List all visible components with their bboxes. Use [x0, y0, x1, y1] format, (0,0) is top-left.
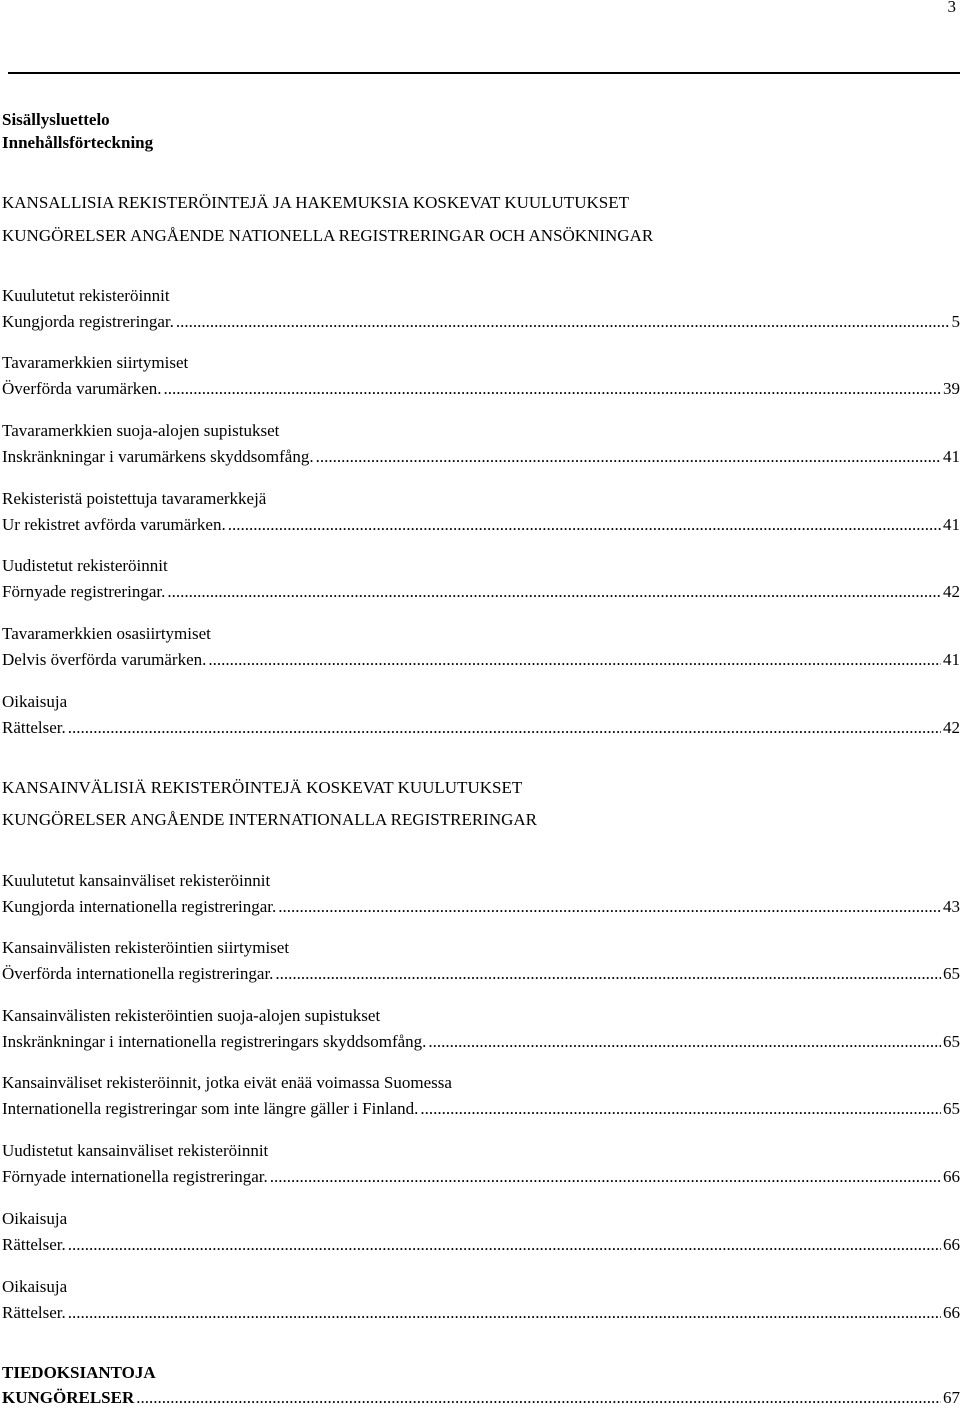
toc-entry[interactable] — [2, 964, 960, 984]
toc-page-number: 41 — [943, 447, 960, 466]
toc-entry-fi: Oikaisuja — [2, 1209, 68, 1228]
toc-entry-fi: Uudistetut rekisteröinnit — [2, 556, 168, 575]
toc-entry[interactable] — [2, 897, 960, 917]
announcements-heading-sv: KUNGÖRELSER — [2, 1388, 135, 1407]
national-heading-sv: KUNGÖRELSER ANGÅENDE NATIONELLA REGISTRERINGAR OCH ANSÖKNINGAR — [2, 226, 654, 245]
toc-entry-fi: Tavaramerkkien siirtymiset — [2, 353, 189, 372]
toc-title-sv: Innehållsförteckning — [2, 133, 154, 152]
toc-page-number: 65 — [943, 1032, 960, 1051]
toc-title-fi: Sisällysluettelo — [2, 110, 110, 129]
leader-dots — [164, 379, 941, 399]
toc-entry[interactable] — [2, 1235, 960, 1255]
toc-page-number: 66 — [943, 1167, 960, 1186]
toc-entry-sv: Förnyade registreringar. — [2, 582, 166, 601]
toc-entry-sv: Rättelser. — [2, 1303, 66, 1322]
toc-page-number: 42 — [943, 718, 960, 737]
toc-entry-sv: Rättelser. — [2, 1235, 66, 1254]
toc-entry-sv: Ur rekistret avförda varumärken. — [2, 515, 226, 534]
toc-entry-sv: Internationella registreringar som inte längre gäller i Finland. — [2, 1099, 419, 1118]
leader-dots — [428, 1032, 941, 1052]
toc-entry[interactable] — [2, 1167, 960, 1187]
toc-entry-fi: Kuulutetut kansainväliset rekisteröinnit — [2, 871, 271, 890]
toc-page-number: 41 — [943, 515, 960, 534]
toc-page-number: 66 — [943, 1235, 960, 1254]
toc-entry[interactable] — [2, 379, 960, 399]
toc-entry-sv: Delvis överförda varumärken. — [2, 650, 207, 669]
leader-dots — [68, 718, 941, 738]
leader-dots — [420, 1099, 941, 1119]
toc-page-number: 67 — [943, 1388, 960, 1407]
toc-entry-fi: Kansainvälisten rekisteröintien suoja-alojen supistukset — [2, 1006, 381, 1025]
toc-entry-sv: Rättelser. — [2, 718, 66, 737]
toc-entry-fi: Kuulutetut rekisteröinnit — [2, 286, 170, 305]
international-heading-sv: KUNGÖRELSER ANGÅENDE INTERNATIONALLA REGISTRERINGAR — [2, 810, 538, 829]
toc-entry[interactable] — [2, 1388, 960, 1408]
announcements-heading-fi: TIEDOKSIANTOJA — [2, 1363, 156, 1382]
leader-dots — [176, 312, 950, 332]
toc-entry-fi: Kansainvälisten rekisteröintien siirtymiset — [2, 938, 290, 957]
leader-dots — [167, 582, 941, 602]
toc-entry[interactable] — [2, 312, 960, 332]
toc-entry[interactable] — [2, 447, 960, 467]
toc-page-number: 65 — [943, 964, 960, 983]
leader-dots — [136, 1388, 941, 1408]
toc-entry-sv: Förnyade internationella registreringar. — [2, 1167, 268, 1186]
leader-dots — [278, 897, 941, 917]
toc-entry[interactable] — [2, 582, 960, 602]
toc-page-number: 41 — [943, 650, 960, 669]
leader-dots — [316, 447, 941, 467]
toc-entry-sv: Kungjorda registreringar. — [2, 312, 174, 331]
toc-entry[interactable] — [2, 718, 960, 738]
toc-page-number: 66 — [943, 1303, 960, 1322]
toc-entry-fi: Uudistetut kansainväliset rekisteröinnit — [2, 1141, 269, 1160]
toc-entry-sv: Överförda varumärken. — [2, 379, 162, 398]
page-number: 3 — [947, 0, 956, 16]
toc-page-number: 5 — [951, 312, 960, 331]
toc-entry-fi: Kansainväliset rekisteröinnit, jotka eivät enää voimassa Suomessa — [2, 1073, 452, 1092]
toc-page-number: 43 — [943, 897, 960, 916]
toc-entry-sv: Inskränkningar i internationella registreringars skyddsomfång. — [2, 1032, 427, 1051]
toc-entry-fi: Tavaramerkkien osasiirtymiset — [2, 624, 211, 643]
toc-entry-fi: Oikaisuja — [2, 1277, 68, 1296]
leader-dots — [68, 1235, 941, 1255]
leader-dots — [275, 964, 941, 984]
toc-entry-sv: Överförda internationella registreringar. — [2, 964, 274, 983]
leader-dots — [208, 650, 941, 670]
toc-entry[interactable] — [2, 1099, 960, 1119]
toc-entry[interactable] — [2, 650, 960, 670]
toc-entry-fi: Tavaramerkkien suoja-alojen supistukset — [2, 421, 280, 440]
toc-entry-sv: Inskränkningar i varumärkens skyddsomfång. — [2, 447, 314, 466]
toc-entry-fi: Rekisteristä poistettuja tavaramerkkejä — [2, 489, 267, 508]
toc-entry-sv: Kungjorda internationella registreringar. — [2, 897, 277, 916]
toc-page-number: 42 — [943, 582, 960, 601]
header-rule — [8, 72, 960, 74]
toc-entry[interactable] — [2, 1032, 960, 1052]
toc-entry-fi: Oikaisuja — [2, 692, 68, 711]
national-heading-fi: KANSALLISIA REKISTERÖINTEJÄ JA HAKEMUKSIA KOSKEVAT KUULUTUKSET — [2, 193, 629, 212]
leader-dots — [68, 1303, 941, 1323]
international-heading-fi: KANSAINVÄLISIÄ REKISTERÖINTEJÄ KOSKEVAT KUULUTUKSET — [2, 778, 523, 797]
toc-entry[interactable] — [2, 1303, 960, 1323]
toc-entry[interactable] — [2, 515, 960, 535]
leader-dots — [270, 1167, 941, 1187]
toc-page-number: 39 — [943, 379, 960, 398]
leader-dots — [228, 515, 941, 535]
toc-page-number: 65 — [943, 1099, 960, 1118]
